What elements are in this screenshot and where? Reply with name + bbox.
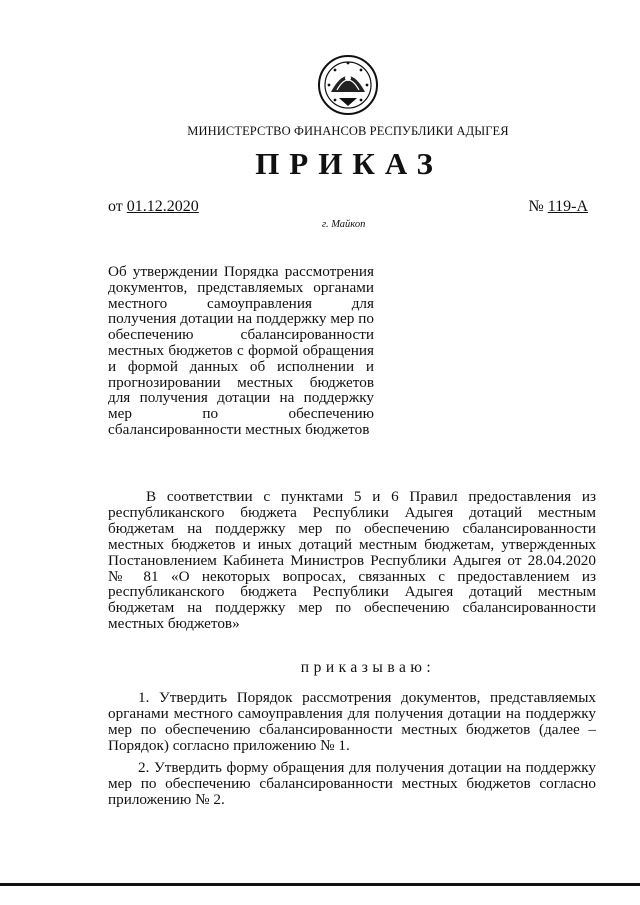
date-value: 01.12.2020 bbox=[126, 198, 199, 215]
order-date bbox=[108, 198, 199, 216]
preamble-paragraph: В соответствии с пунктами 5 и 6 Правил предоставления из республиканского бюджета Республики Адыгея дотаций местным бюджетам на поддержку мер по обеспечению сбалансированности местных бюджетов и иных дотаций местным бюджетам, утвержденных Постановлением Кабинета Министров Республики Адыгея от 28.04.2020 № 81 «О некоторых вопросах, связанных с предоставлением из республиканского бюджета Республики Адыгея дотаций местным бюджетам на поддержку мер по обеспечению сбалансированности местных бюджетов» bbox=[108, 488, 596, 633]
document-title: ПРИКАЗ bbox=[255, 146, 443, 181]
coat-of-arms-emblem bbox=[317, 54, 379, 116]
page-bottom-rule bbox=[0, 883, 640, 886]
order-subject: Об утверждении Порядка рассмотрения документов, представляемых органами местного самоуправления для получения дотации на поддержку мер по обеспечению сбалансированности местных бюджетов с формой обращения и формой данных об исполнении и прогнозировании местных бюджетов для получения дотации на поддержку мер по обеспечению сбалансированности местных бюджетов bbox=[108, 263, 374, 438]
order-number bbox=[528, 198, 588, 216]
number-value: 119-А bbox=[547, 198, 588, 215]
number-prefix: № bbox=[528, 198, 544, 215]
order-item-1: 1. Утвердить Порядок рассмотрения документов, представляемых органами местного самоуправления для получения дотации на поддержку мер по обеспечению сбалансированности местных бюджетов (далее – Порядок) согласно приложению № 1. bbox=[108, 689, 596, 754]
order-item-2: 2. Утвердить форму обращения для получения дотации на поддержку мер по обеспечению сбалансированности местных бюджетов согласно приложению № 2. bbox=[108, 759, 596, 808]
ministry-name: МИНИСТЕРСТВО ФИНАНСОВ РЕСПУБЛИКИ АДЫГЕЯ bbox=[187, 124, 509, 138]
order-directive: приказываю: bbox=[300, 659, 436, 676]
city-label: г. Майкоп bbox=[322, 219, 366, 230]
date-prefix: от bbox=[108, 198, 123, 215]
